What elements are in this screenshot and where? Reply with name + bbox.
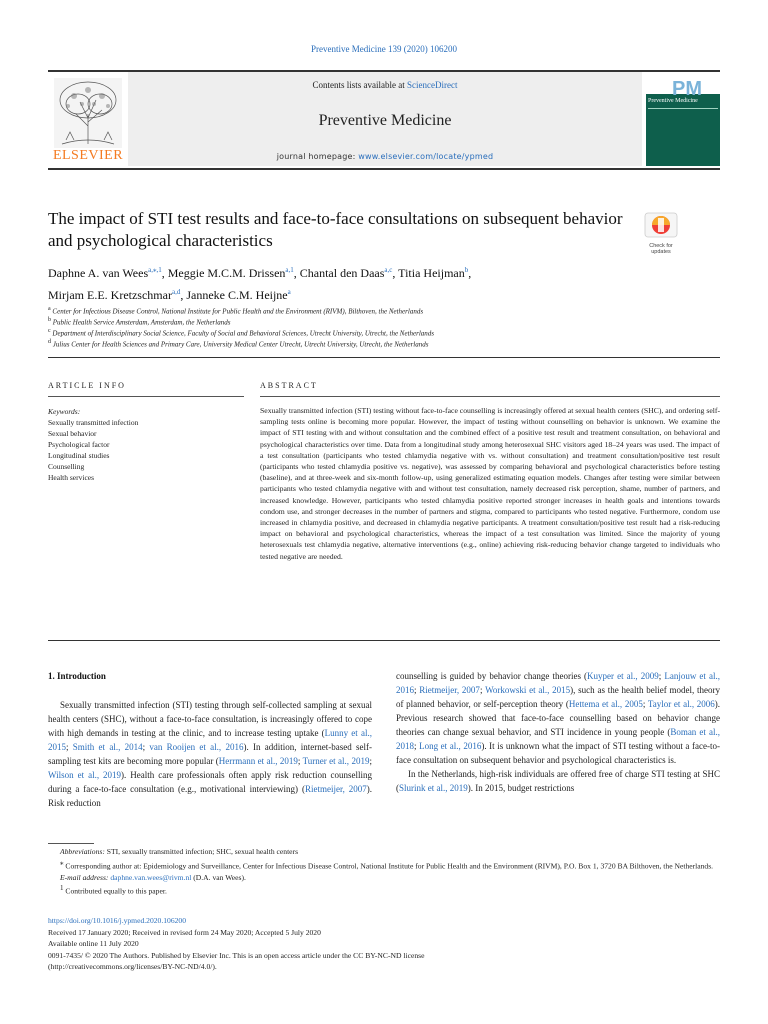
journal-homepage-line: [128, 152, 642, 161]
author-affiliation-marker[interactable]: a: [287, 288, 291, 296]
intro-paragraph-1-continued: [396, 669, 720, 767]
citation-link[interactable]: van Rooijen et al., 2016: [149, 742, 244, 752]
section-rule: [48, 357, 720, 358]
author-separator: ,: [180, 288, 187, 302]
body-text: ). Health care professionals often apply risk reduction counselling during a face-to-face consultation (e.g., motivational interviewing) (: [48, 770, 372, 794]
citation-link[interactable]: Turner et al., 2019: [302, 756, 370, 766]
section-rule: [48, 640, 720, 641]
body-text: ). It is unknown what the impact of STI testing without a face-to-face consultation on subsequent behavior and psychological characteristics is.: [396, 741, 720, 765]
author-affiliation-marker[interactable]: a,c: [384, 266, 393, 274]
body-text: ;: [414, 685, 420, 695]
elsevier-logo[interactable]: [48, 74, 128, 166]
body-text: ;: [369, 756, 372, 766]
body-text: counselling is guided by behavior change theories (: [396, 671, 588, 681]
affiliation-d: [48, 339, 428, 348]
author-separator: ,: [161, 266, 168, 280]
citation-link[interactable]: Wilson et al., 2019: [48, 770, 122, 780]
citation-link[interactable]: Long et al., 2016: [419, 741, 482, 751]
keyword-item: Health services: [48, 473, 95, 482]
corresponding-author-footnote: [48, 858, 720, 872]
affiliation-text: Julius Center for Health Sciences and Primary Care, University Medical Center Utrecht, Utrecht University, Utrecht, the Netherlands: [52, 340, 429, 349]
citation-link[interactable]: Herrmann et al., 2019: [218, 756, 298, 766]
affiliation-b: [48, 317, 230, 326]
keyword-item: Sexual behavior: [48, 429, 97, 438]
body-column-left: [48, 698, 372, 810]
affiliation-a: [48, 306, 423, 315]
citation-link[interactable]: Smith et al., 2014: [72, 742, 143, 752]
affiliation-marker: a: [48, 306, 51, 312]
author-name: Janneke C.M. Heijne: [186, 288, 288, 302]
citation-link[interactable]: Boman et al., 2018: [396, 727, 720, 751]
body-text: ). In 2015, budget restrictions: [467, 783, 575, 793]
body-column-right: [396, 669, 720, 795]
email-link[interactable]: daphne.van.wees@rivm.nl: [110, 872, 192, 882]
citation-link[interactable]: Lanjouw et al., 2016: [396, 671, 721, 695]
article-info-heading: ARTICLE INFO: [48, 381, 126, 390]
header-bottom-rule: [48, 168, 720, 170]
citation-link[interactable]: Hettema et al., 2005: [568, 699, 643, 709]
keywords-block: [48, 406, 248, 483]
elsevier-wordmark: ELSEVIER: [52, 148, 124, 163]
author-name: Titia Heijman: [398, 266, 465, 280]
author-separator: ,: [468, 266, 472, 280]
available-online: Available online 11 July 2020: [48, 939, 139, 948]
author-name: Meggie M.C.M. Drissen: [167, 266, 286, 280]
citation-link[interactable]: Rietmeijer, 2007: [304, 784, 367, 794]
author-list: [48, 261, 708, 305]
received-dates: Received 17 January 2020; Received in revised form 24 May 2020; Accepted 5 July 2020: [48, 927, 321, 937]
check-for-updates-button[interactable]: [644, 212, 678, 254]
body-text: ). In addition, internet-based self-sampling test kits are becoming more popular (: [48, 742, 372, 766]
body-text: ;: [642, 699, 648, 709]
author-affiliation-marker[interactable]: a,⁎,1: [148, 266, 162, 274]
abbreviations-text: STI, sexually transmitted infection; SHC, sexual health centers: [104, 847, 299, 856]
article-info-rule: [48, 396, 244, 397]
author-name: Daphne A. van Wees: [48, 266, 149, 280]
email-footnote: [48, 872, 720, 884]
keyword-item: Longitudinal studies: [48, 451, 110, 460]
abstract-rule: [260, 396, 720, 397]
body-text: ), such as the health belief model, theory of planned behavior, or self-perception theory (: [396, 685, 721, 709]
sciencedirect-link[interactable]: ScienceDirect: [407, 80, 458, 90]
body-text: ;: [658, 671, 665, 681]
intro-paragraph-1: [48, 698, 372, 810]
publication-info: [48, 915, 720, 973]
abstract-text: Sexually transmitted infection (STI) testing without face-to-face counselling is increasingly offered at sexual health centers (SHC), and ordering self-sampling tests online is becoming more popular. However, the impact of testing without counselling on behavior is unknown. We examine the impact of STI testing with and without consultation and the combined effect of a positive test result and treatment consultation, on behavioral and psychological characteristics over time. Data from a longitudinal study among heterosexual SHC visitors aged 18–24 years was used. The impact of a test consultation (participants who tested chlamydia negative with vs. without consultation) and treatment consultation/positive test result (participants who tested chlamydia positive vs. negative), was assessed by comparing behavioral and psychological characteristics before testing (baseline), and at three-week and six-month follow-up, using generalized estimating equation models. Changes after testing were similar between participants who tested chlamydia negative with and without test consultation, namely decreased risk perception, shame, number of partners, and increased knowledge. However, participants who tested chlamydia positive reported stronger increases in health goals and intentions towards condom use, and stronger decreases in the number of partners and stigma, compared to participants who tested negative. Furthermore, condom use increased in chlamydia positive, and decreased in chlamydia negative participants. A treatment consultation/positive test result had a risk-reducing impact on behavioral and psychological characteristics, whereas the impact of a test consultation was limited. Since the majority of young heterosexuals test chlamydia negative, alternative interventions (e.g., online) achieving risk-reducing behavior change targeted to individuals who tested negative are needed.: [260, 406, 720, 561]
email-label: E-mail address:: [60, 872, 109, 882]
homepage-prefix: journal homepage:: [276, 152, 359, 161]
body-text: ). Previous research showed that face-to-face counselling based on behavior change theories can change sexual behavior, and STI incidence in young people (: [396, 699, 720, 737]
journal-name: Preventive Medicine: [318, 112, 452, 129]
citation-link[interactable]: Workowski et al., 2015: [485, 685, 571, 695]
citation-link[interactable]: Kuyper et al., 2009: [587, 671, 659, 681]
contents-prefix: Contents lists available at: [312, 80, 407, 90]
crossmark-icon: [644, 212, 678, 238]
contents-line: [128, 80, 642, 90]
doi-link[interactable]: https://doi.org/10.1016/j.ypmed.2020.106200: [48, 916, 187, 925]
body-text: Sexually transmitted infection (STI) testing through self-collected sampling at sexual health centers (SHC), without a face-to-face consultation, is increasingly offered to cope with high demands in testing at the clinic, and to increase testing uptake (: [48, 700, 372, 738]
cover-initials: PM: [672, 78, 702, 100]
corresponding-text: Corresponding author at: Epidemiology and Surveillance, Center for Infectious Disease Control, National Institute for Public Health and the Environment (RIVM), P.O. Box 1, 3720 BA Bilthoven, the Netherlands.: [63, 861, 714, 871]
body-text: ). Risk reduction: [48, 784, 372, 808]
cover-divider: [648, 108, 718, 109]
citation-link[interactable]: Taylor et al., 2006: [647, 699, 715, 709]
abbreviations-label: Abbreviations:: [60, 847, 105, 856]
abbreviations-footnote: [48, 846, 720, 858]
keywords-label: Keywords:: [48, 407, 81, 416]
journal-homepage-link[interactable]: www.elsevier.com/locate/ypmed: [358, 152, 494, 161]
contribution-footnote: [48, 883, 720, 897]
affiliation-text: Department of Interdisciplinary Social Science, Faculty of Social and Behavioral Sciences, Utrecht University, Utrecht, the Netherlands: [52, 329, 435, 338]
author-name: Chantal den Daas: [299, 266, 385, 280]
affiliation-marker: c: [48, 328, 51, 334]
email-suffix: (D.A. van Wees).: [191, 872, 246, 882]
crossmark-label-line-1: Check for: [649, 243, 673, 249]
citation-link[interactable]: Lunny et al., 2015: [48, 728, 372, 752]
author-separator: ,: [392, 266, 399, 280]
article-title: The impact of STI test results and face-to-face consultations on subsequent behavior and psychological characteristics: [48, 209, 623, 250]
corresponding-marker: ⁎: [60, 858, 64, 867]
contribution-text: Contributed equally to this paper.: [63, 886, 167, 896]
journal-header: [48, 70, 720, 166]
affiliation-text: Center for Infectious Disease Control, National Institute for Public Health and the Environment (RIVM), Bilthoven, the Netherlands: [52, 307, 424, 316]
author-separator: ,: [293, 266, 300, 280]
contribution-marker: 1: [60, 884, 64, 893]
keyword-item: Counselling: [48, 462, 85, 471]
author-affiliation-marker[interactable]: b: [464, 266, 469, 274]
body-text: ;: [479, 685, 486, 695]
body-text: ;: [66, 742, 73, 752]
crossmark-label: [644, 243, 678, 255]
footnotes: [48, 846, 720, 897]
crossmark-label-line-2: updates: [651, 249, 671, 255]
intro-paragraph-2: [396, 767, 720, 795]
introduction-heading: 1. Introduction: [48, 671, 106, 681]
journal-banner: [128, 72, 642, 166]
citation-link[interactable]: Slurink et al., 2019: [399, 783, 468, 793]
body-text: In the Netherlands, high-risk individuals are offered free of charge STI testing at SHC (: [396, 769, 720, 793]
license-line-2: (http://creativecommons.org/licenses/BY-NC-ND/4.0/).: [48, 962, 217, 971]
body-text: ;: [297, 756, 303, 766]
citation-link[interactable]: Rietmeijer, 2007: [419, 685, 480, 695]
affiliation-marker: b: [48, 317, 51, 323]
affiliation-text: Public Health Service Amsterdam, Amsterdam, the Netherlands: [52, 318, 231, 327]
keyword-item: Sexually transmitted infection: [48, 418, 139, 427]
footnote-rule: [48, 843, 94, 844]
keyword-item: Psychological factor: [48, 440, 110, 449]
abstract-heading: ABSTRACT: [260, 381, 318, 390]
journal-cover[interactable]: [646, 72, 720, 166]
cover-title: Preventive Medicine: [648, 98, 698, 104]
body-text: ;: [142, 742, 150, 752]
body-text: ;: [414, 741, 420, 751]
affiliation-marker: d: [48, 339, 51, 345]
author-affiliation-marker[interactable]: a,d: [171, 288, 181, 296]
journal-reference-link[interactable]: Preventive Medicine 139 (2020) 106200: [311, 44, 457, 54]
author-affiliation-marker[interactable]: a,1: [285, 266, 294, 274]
license-line-1: 0091-7435/ © 2020 The Authors. Published by Elsevier Inc. This is an open access article under the CC BY-NC-ND license: [48, 950, 425, 960]
author-name: Mirjam E.E. Kretzschmar: [48, 288, 172, 302]
affiliation-c: [48, 328, 434, 337]
